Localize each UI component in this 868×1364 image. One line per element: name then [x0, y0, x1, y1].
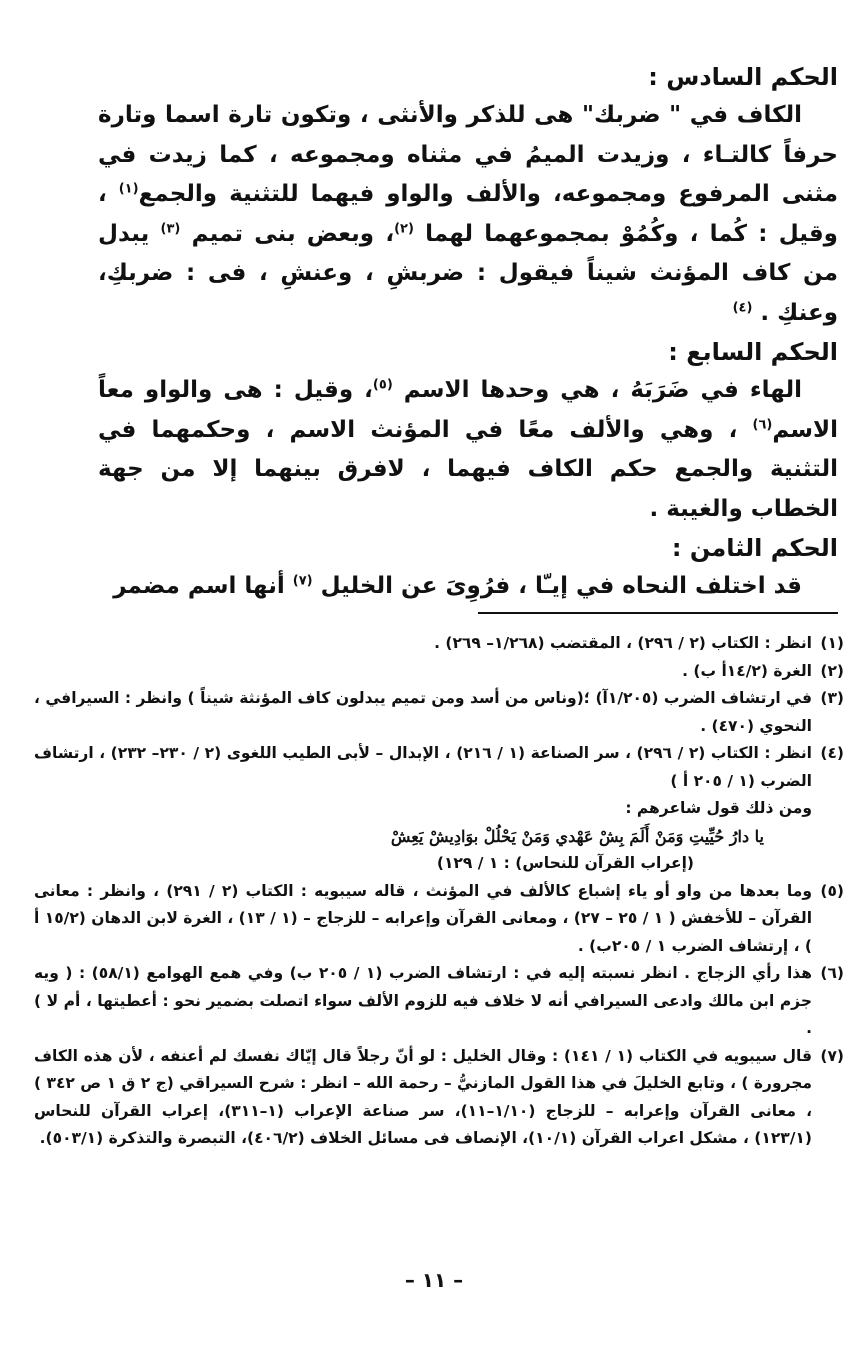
- footnote-3: [34, 685, 844, 740]
- footnote-text: في ارتشاف الضرب (١/٢٠٥آ) ؛(وناس من أسد ومن تميم يبدلون كاف المؤنثة شيناً ) وانظر : السيرافي ، النحوي (٤٧٠) .: [34, 689, 812, 735]
- para7-text-a: الهاء في ضَرَبَهُ ، هي وحدها الاسم: [392, 377, 802, 403]
- footnote-ref-6: (٦): [752, 416, 773, 432]
- para7-text-b: ، وقيل : هى والواو معاً الاسم: [98, 377, 838, 443]
- footnote-number: (٥): [820, 881, 844, 900]
- footnote-number: (٣): [820, 689, 844, 707]
- footnote-4: [34, 740, 844, 795]
- footnote-ref-4: (٤): [732, 299, 753, 315]
- page-number: – ١١ –: [404, 1268, 464, 1292]
- para8-text-a: قد اختلف النحاه في إيـّا ، فرُوِىَ عن الخليل: [312, 573, 802, 599]
- footnote-text: قال سيبويه في الكتاب (١ / ١٤١) : وقال الخليل : لو أنّ رجلاً قال إيّاك نفسك لم أعنفه ، لأن هذه الكاف مجرورة ) ، وتابع الخليلَ في هذا القول المازنيُّ – رحمة الله – انظر : شرح السيراقي (ج ٢ ق ١ ص ٣٤٢ ) ، معانى القرآن وإعرابه – للزجاج (١/١٠–١١)، سر صناعة الإعراب (١–٣١١)، إعراب القرآن للنحاس (١٢٣/١) ، مشكل اعراب القرآن (١٠/١)، الإنصاف فى مسائل الخلاف (٤٠٦/٢)، التبصرة والتذكرة (٥٠٣/١).: [34, 1046, 813, 1147]
- footnote-4-intro: ومن ذلك قول شاعرهم :: [625, 799, 812, 817]
- footnote-2: [34, 658, 844, 686]
- footnote-1: [34, 630, 844, 658]
- footnote-5: [34, 878, 844, 961]
- poetry-verse: يا دارُ حُيِّيتِ وَمَنْ أَلَمَ بِشْ عَهْدي وَمَنْ يَحْلُلْ بوَادِيشْ يَعِشْ: [390, 826, 764, 846]
- footnote-ref-2: (٢): [394, 220, 414, 236]
- footnote-6: [34, 960, 844, 1043]
- heading-sixth-rule: الحكم السادس :: [648, 63, 838, 91]
- paragraph-sixth-rule: [98, 96, 838, 333]
- footnote-number: (٧): [820, 1046, 844, 1065]
- footnote-text: وما بعدها من واو أو ياء إشباع كالألف في المؤنث ، قاله سيبويه : الكتاب (٢ / ٢٩١) ، وانظر : معانى القرآن – للأخفش ( ١ / ٢٥ – ٢٧) ، ومعانى القرآن وإعرابه – للزجاج – (١ / ١٣) ، الغرة لابن الدهان (١٥/٢ أ ) ، إرتشاف الضرب ١ / ٢٠٥ب) .: [34, 881, 813, 955]
- para6-text-b: ، وقيل : كُما ، وكُمُوْ بمجموعهما لهما: [98, 181, 838, 247]
- verse-source: (إعراب القرآن للنحاس) : ١ / ١٢٩): [436, 854, 694, 872]
- heading-eighth-rule: الحكم الثامن :: [671, 534, 838, 562]
- footnote-ref-7: (٧): [292, 573, 313, 589]
- para6-text-a: الكاف في " ضربك" هى للذكر والأنثى ، وتكون تارة اسما وتارة حرفاً كالتـاء ، وزيدت الميمُ في مثناه ومجموعه ، كما زيدت في مثنى المرفوع ومجموعه، والألف والواو فيهما للتثنية والجمع: [98, 102, 838, 207]
- footnote-ref-1: (١): [118, 181, 139, 197]
- footnote-text: انظر : الكتاب (٢ / ٢٩٦) ، المقتضب (١/٢٦٨– ٢٦٩) .: [434, 634, 812, 652]
- paragraph-seventh-rule: [98, 371, 838, 529]
- footnotes: [34, 630, 844, 1153]
- footnote-number: (٢): [820, 661, 844, 680]
- footnote-text: الغرة (١٤/٢أ ب) .: [682, 661, 812, 680]
- footnote-text: هذا رأي الزجاج . انظر نسبته إليه في : ارتشاف الضرب (١ / ٢٠٥ ب) وفي همع الهوامع (٥٨/١) : ( ويه جزم ابن مالك وادعى السيرافي أنه لا خلاف فيه للزوم الألف سواء اتصلت بضمير نحو : أعطيتها ، أم لا ) .: [34, 964, 812, 1037]
- footnote-ref-3: (٣): [160, 220, 181, 236]
- footnote-separator: [478, 612, 838, 614]
- main-text: [98, 58, 838, 607]
- paragraph-eighth-rule: [98, 567, 838, 607]
- footnote-number: (٦): [820, 964, 844, 982]
- footnote-7: [34, 1043, 844, 1153]
- footnote-number: (١): [820, 634, 844, 652]
- footnote-number: (٤): [820, 744, 844, 762]
- para8-text-b: أنها اسم مضمر: [113, 573, 293, 599]
- footnote-ref-5: (٥): [372, 377, 393, 393]
- para6-text-d: يبدل من كاف المؤنث شيناً فيقول : ضربشِ ، وعنشِ ، فى : ضربكِ، وعنكِ .: [98, 220, 838, 326]
- para6-text-c: ، وبعض بنى تميم: [180, 220, 395, 247]
- heading-seventh-rule: الحكم السابع :: [668, 338, 838, 366]
- para7-text-c: ، وهي والألف معًا في المؤنث الاسم ، وحكمهما في التثنية والجمع حكم الكاف فيهما ، لافرق بينهما إلا من جهة الخطاب والغيبة .: [98, 416, 838, 522]
- footnote-text: انظر : الكتاب (٢ / ٢٩٦) ، سر الصناعة (١ / ٢١٦) ، الإبدال – لأبى الطيب اللغوى (٢ / ٢٣٠– ٢٣٢) ، ارتشاف الضرب (١ / ٢٠٥ أ ): [34, 744, 812, 790]
